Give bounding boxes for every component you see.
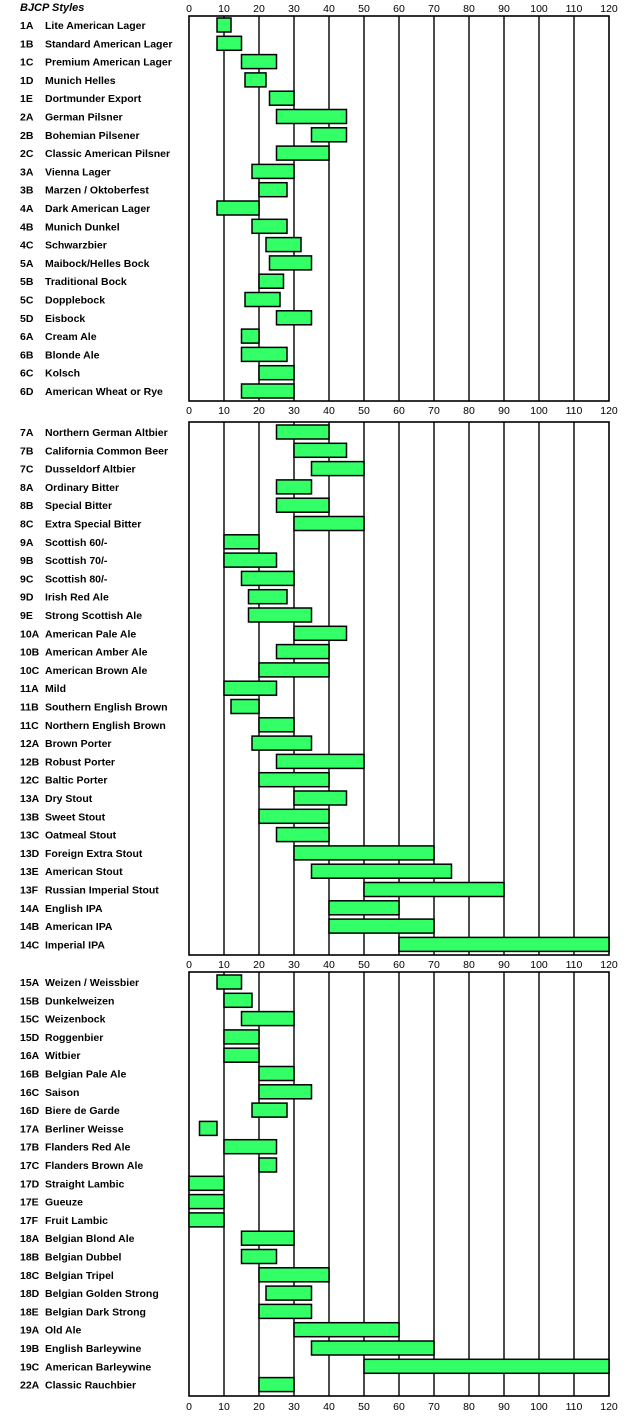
ibu-range-bar (259, 773, 329, 787)
style-name-label: Strong Scottish Ale (45, 610, 143, 622)
style-name-label: Lite American Lager (45, 20, 146, 32)
style-code-label: 15D (20, 1031, 40, 1044)
style-code-label: 3A (20, 166, 34, 179)
style-code-label: 1C (20, 56, 34, 69)
ibu-range-bar (224, 1030, 259, 1044)
style-code-label: 4B (20, 221, 34, 234)
style-name-label: Maibock/Helles Bock (45, 257, 150, 270)
style-name-label: Southern English Brown (45, 701, 168, 714)
ibu-range-bar (217, 36, 242, 50)
style-code-label: 10B (20, 646, 40, 659)
x-tick-label: 40 (323, 3, 335, 15)
style-name-label: Belgian Dubbel (45, 1251, 122, 1264)
style-name-label: Witbier (45, 1050, 81, 1063)
style-name-label: Special Bitter (45, 500, 113, 513)
style-code-label: 9E (20, 610, 33, 622)
ibu-range-bar (277, 146, 330, 160)
style-code-label: 17E (20, 1196, 39, 1209)
style-code-label: 12B (20, 756, 40, 769)
style-code-label: 18B (20, 1251, 40, 1264)
ibu-range-bar (277, 110, 347, 124)
style-name-label: Classic American Pilsner (45, 148, 171, 161)
ibu-range-bar (312, 1341, 435, 1355)
x-tick-label: 70 (428, 1401, 440, 1413)
x-tick-label: 30 (288, 959, 300, 971)
style-code-label: 16A (20, 1050, 40, 1063)
style-name-label: Foreign Extra Stout (45, 847, 143, 860)
style-code-label: 6D (20, 386, 34, 398)
ibu-range-bar (252, 219, 287, 233)
style-name-label: American Amber Ale (45, 646, 148, 659)
x-tick-label: 110 (565, 959, 583, 971)
style-code-label: 17D (20, 1178, 40, 1191)
style-name-label: Classic Rauchbier (45, 1379, 137, 1392)
x-tick-label: 40 (323, 959, 335, 971)
style-code-label: 4A (20, 203, 34, 215)
style-code-label: 19A (20, 1324, 40, 1337)
style-name-label: Munich Helles (45, 74, 116, 87)
style-code-label: 15A (20, 977, 40, 989)
style-name-label: Irish Red Ale (45, 591, 109, 604)
x-tick-label: 80 (463, 1401, 475, 1413)
ibu-range-bar (294, 443, 347, 457)
style-code-label: 8B (20, 500, 34, 513)
style-code-label: 6A (20, 331, 34, 344)
style-name-label: Robust Porter (45, 756, 116, 769)
ibu-range-bar (224, 1048, 259, 1062)
style-code-label: 18D (20, 1288, 40, 1301)
ibu-range-bar (277, 425, 330, 439)
ibu-range-bar (200, 1121, 218, 1135)
ibu-range-bar (224, 535, 259, 549)
x-tick-label: 120 (600, 405, 618, 417)
style-code-label: 5A (20, 257, 34, 270)
x-tick-label: 100 (530, 3, 548, 15)
ibu-range-bar (266, 238, 301, 252)
ibu-range-bar (242, 384, 295, 398)
x-tick-label: 80 (463, 959, 475, 971)
style-code-label: 5D (20, 312, 34, 325)
x-tick-label: 40 (323, 1401, 335, 1413)
style-name-label: English Barleywine (45, 1343, 142, 1355)
ibu-range-bar (312, 128, 347, 142)
ibu-range-bar (277, 754, 365, 768)
ibu-range-bar (364, 883, 504, 897)
ibu-range-bar (259, 1085, 312, 1099)
style-code-label: 1A (20, 20, 34, 32)
x-tick-label: 110 (565, 1401, 583, 1413)
ibu-range-bar (189, 1213, 224, 1227)
style-code-label: 8A (20, 481, 34, 494)
ibu-range-bar (189, 1195, 224, 1209)
ibu-range-bar (259, 274, 284, 288)
style-code-label: 10C (20, 664, 40, 677)
style-name-label: Brown Porter (45, 738, 112, 751)
ibu-range-bar (277, 828, 330, 842)
ibu-range-bar (259, 1304, 312, 1318)
style-name-label: Marzen / Oktoberfest (45, 184, 149, 197)
style-code-label: 13F (20, 884, 39, 897)
style-name-label: Straight Lambic (45, 1178, 125, 1191)
style-name-label: Mild (45, 683, 66, 696)
style-name-label: Biere de Garde (45, 1105, 120, 1118)
style-name-label: Old Ale (45, 1324, 82, 1337)
ibu-range-bar (242, 1012, 295, 1026)
ibu-range-bar (277, 480, 312, 494)
ibu-range-bar (312, 864, 452, 878)
style-name-label: Roggenbier (45, 1031, 104, 1044)
x-tick-label: 50 (358, 405, 370, 417)
ibu-range-bar (259, 1378, 294, 1392)
ibu-range-bar (294, 791, 347, 805)
style-code-label: 12C (20, 774, 40, 787)
style-code-label: 1D (20, 74, 34, 87)
style-name-label: Belgian Blond Ale (45, 1233, 135, 1246)
style-code-label: 5B (20, 276, 34, 289)
style-code-label: 13E (20, 866, 39, 879)
style-name-label: Blonde Ale (45, 349, 100, 362)
style-code-label: 7C (20, 463, 34, 476)
ibu-range-bar (249, 590, 288, 604)
ibu-range-bar (294, 846, 434, 860)
style-name-label: American Barleywine (45, 1361, 152, 1374)
x-tick-label: 20 (253, 3, 265, 15)
ibu-range-bar (252, 164, 294, 178)
x-tick-label: 60 (393, 1401, 405, 1413)
ibu-range-bar (259, 718, 294, 732)
style-name-label: Dopplebock (45, 294, 106, 307)
x-tick-label: 20 (253, 959, 265, 971)
x-tick-label: 110 (565, 3, 583, 15)
ibu-range-bar (329, 901, 399, 915)
style-name-label: Dunkelweizen (45, 995, 115, 1008)
style-name-label: German Pilsner (45, 111, 123, 124)
style-name-label: American Pale Ale (45, 628, 137, 641)
style-name-label: California Common Beer (45, 445, 169, 458)
style-name-label: Belgian Tripel (45, 1269, 114, 1282)
x-tick-label: 50 (358, 959, 370, 971)
x-tick-label: 0 (186, 405, 192, 417)
ibu-range-bar (294, 626, 347, 640)
x-tick-label: 10 (218, 959, 230, 971)
ibu-range-bar (252, 1103, 287, 1117)
ibu-range-bar (224, 993, 252, 1007)
style-name-label: Northern German Altbier (45, 427, 168, 439)
x-tick-label: 90 (498, 1401, 510, 1413)
style-code-label: 15B (20, 995, 40, 1008)
style-name-label: Belgian Golden Strong (45, 1288, 159, 1301)
style-name-label: Eisbock (45, 312, 86, 325)
ibu-range-bar (277, 645, 330, 659)
style-code-label: 9B (20, 555, 34, 568)
style-name-label: Premium American Lager (45, 56, 172, 69)
style-code-label: 10A (20, 628, 40, 641)
ibu-range-bar (249, 608, 312, 622)
style-name-label: Extra Special Bitter (45, 518, 142, 531)
style-name-label: Oatmeal Stout (45, 829, 117, 842)
style-name-label: American Wheat or Rye (45, 386, 163, 398)
style-code-label: 7A (20, 427, 34, 439)
style-code-label: 11A (20, 683, 39, 696)
style-name-label: Weizenbock (45, 1013, 106, 1026)
ibu-range-bar (231, 700, 259, 714)
style-name-label: Vienna Lager (45, 166, 111, 179)
style-code-label: 17F (20, 1214, 39, 1227)
x-tick-label: 0 (186, 959, 192, 971)
ibu-range-bar (259, 366, 294, 380)
x-tick-label: 100 (530, 405, 548, 417)
style-name-label: Bohemian Pilsener (45, 129, 140, 142)
style-code-label: 16C (20, 1086, 40, 1099)
x-tick-label: 60 (393, 3, 405, 15)
style-name-label: Munich Dunkel (45, 221, 120, 234)
style-code-label: 3B (20, 184, 34, 197)
style-code-label: 14A (20, 902, 40, 915)
ibu-range-bar (224, 681, 277, 695)
style-code-label: 6B (20, 349, 34, 362)
x-tick-label: 70 (428, 405, 440, 417)
ibu-range-bar (294, 517, 364, 531)
style-code-label: 2A (20, 111, 34, 124)
ibu-range-bar (259, 809, 329, 823)
x-tick-label: 50 (358, 3, 370, 15)
x-tick-label: 90 (498, 3, 510, 15)
style-name-label: Dry Stout (45, 793, 93, 805)
style-code-label: 18E (20, 1306, 39, 1319)
ibu-range-bar (217, 975, 242, 989)
style-name-label: Weizen / Weissbier (45, 977, 140, 989)
x-tick-label: 60 (393, 405, 405, 417)
style-code-label: 8C (20, 518, 34, 531)
style-name-label: Belgian Dark Strong (45, 1306, 146, 1319)
x-tick-label: 90 (498, 405, 510, 417)
style-code-label: 19B (20, 1343, 40, 1355)
ibu-range-bar (270, 91, 295, 105)
x-tick-label: 20 (253, 405, 265, 417)
style-code-label: 6C (20, 367, 34, 380)
x-tick-label: 10 (218, 405, 230, 417)
style-code-label: 9A (20, 536, 34, 549)
style-name-label: English IPA (45, 902, 103, 915)
ibu-range-bar (217, 201, 259, 215)
ibu-range-bar (364, 1359, 609, 1373)
style-name-label: Northern English Brown (45, 719, 166, 732)
style-name-label: Belgian Pale Ale (45, 1068, 127, 1081)
ibu-range-bar (242, 347, 288, 361)
x-tick-label: 20 (253, 1401, 265, 1413)
ibu-range-bar (259, 1067, 294, 1081)
style-name-label: American Stout (45, 866, 123, 879)
ibu-range-bar (242, 55, 277, 69)
style-name-label: Dortmunder Export (45, 93, 142, 106)
style-code-label: 17B (20, 1141, 40, 1154)
style-name-label: Gueuze (45, 1196, 83, 1209)
ibu-range-bar (259, 663, 329, 677)
style-code-label: 4C (20, 239, 34, 252)
x-tick-label: 10 (218, 3, 230, 15)
style-code-label: 11B (20, 701, 39, 714)
style-code-label: 17C (20, 1160, 40, 1172)
style-name-label: Russian Imperial Stout (45, 884, 159, 897)
style-code-label: 12A (20, 738, 40, 751)
ibu-range-bar (252, 736, 312, 750)
style-code-label: 1B (20, 38, 34, 51)
style-code-label: 2B (20, 129, 34, 142)
style-name-label: Sweet Stout (45, 811, 106, 824)
style-name-label: Dusseldorf Altbier (45, 463, 136, 476)
style-name-label: Schwarzbier (45, 239, 107, 252)
ibu-range-bar (277, 498, 330, 512)
x-tick-label: 50 (358, 1401, 370, 1413)
style-code-label: 17A (20, 1123, 40, 1136)
style-code-label: 13A (20, 793, 40, 805)
style-code-label: 7B (20, 445, 34, 458)
style-name-label: Fruit Lambic (45, 1214, 109, 1227)
ibu-range-bar (217, 18, 231, 32)
x-tick-label: 100 (530, 1401, 548, 1413)
x-tick-label: 40 (323, 405, 335, 417)
x-tick-label: 0 (186, 1401, 192, 1413)
style-name-label: Cream Ale (45, 331, 97, 344)
style-name-label: Scottish 70/- (45, 555, 108, 568)
style-code-label: 11C (20, 719, 39, 732)
style-code-label: 2C (20, 148, 34, 161)
style-code-label: 9D (20, 591, 34, 604)
x-tick-label: 120 (600, 3, 618, 15)
style-name-label: American IPA (45, 921, 113, 934)
ibu-range-bar (312, 462, 365, 476)
ibu-range-bar (242, 571, 295, 585)
ibu-range-bar (277, 311, 312, 325)
x-tick-label: 90 (498, 959, 510, 971)
x-tick-label: 30 (288, 3, 300, 15)
ibu-range-bar (245, 73, 266, 87)
ibu-range-bar (242, 1250, 277, 1264)
x-tick-label: 110 (565, 405, 583, 417)
x-tick-label: 30 (288, 1401, 300, 1413)
style-code-label: 16D (20, 1105, 40, 1118)
x-tick-label: 80 (463, 3, 475, 15)
style-name-label: Scottish 80/- (45, 573, 108, 586)
style-name-label: Ordinary Bitter (45, 481, 120, 494)
style-name-label: Scottish 60/- (45, 536, 108, 549)
ibu-range-bar (270, 256, 312, 270)
style-name-label: Kolsch (45, 367, 81, 380)
style-name-label: Traditional Bock (45, 276, 127, 289)
style-code-label: 13C (20, 829, 40, 842)
style-code-label: 13B (20, 811, 40, 824)
ibu-range-bar (266, 1286, 312, 1300)
style-code-label: 18C (20, 1269, 40, 1282)
x-tick-label: 0 (186, 3, 192, 15)
x-tick-label: 70 (428, 3, 440, 15)
ibu-range-bar (259, 183, 287, 197)
style-code-label: 18A (20, 1233, 40, 1246)
ibu-range-bar (189, 1176, 224, 1190)
style-name-label: Saison (45, 1086, 80, 1099)
ibu-range-bar (259, 1268, 329, 1282)
style-code-label: 22A (20, 1379, 40, 1392)
ibu-range-bar (242, 1231, 295, 1245)
style-code-label: 16B (20, 1068, 40, 1081)
ibu-range-bar (329, 919, 434, 933)
style-name-label: Flanders Red Ale (45, 1141, 131, 1154)
ibu-range-bar (224, 553, 277, 567)
ibu-range-bar (294, 1323, 399, 1337)
style-code-label: 14B (20, 921, 40, 934)
style-name-label: Flanders Brown Ale (45, 1160, 144, 1172)
ibu-range-bar (242, 329, 260, 343)
ibu-range-bar (245, 293, 280, 307)
ibu-range-bar (224, 1140, 277, 1154)
style-code-label: 1E (20, 93, 33, 106)
style-name-label: Standard American Lager (45, 38, 173, 51)
x-tick-label: 120 (600, 1401, 618, 1413)
style-code-label: 15C (20, 1013, 40, 1026)
ibu-range-bar (259, 1158, 277, 1172)
chart-title: BJCP Styles (20, 2, 85, 14)
x-tick-label: 60 (393, 959, 405, 971)
x-tick-label: 70 (428, 959, 440, 971)
x-tick-label: 30 (288, 405, 300, 417)
style-code-label: 19C (20, 1361, 40, 1374)
style-code-label: 13D (20, 847, 40, 860)
style-name-label: Berliner Weisse (45, 1123, 124, 1136)
x-tick-label: 80 (463, 405, 475, 417)
style-name-label: American Brown Ale (45, 664, 148, 677)
x-tick-label: 100 (530, 959, 548, 971)
ibu-range-bar (399, 937, 609, 951)
style-code-label: 14C (20, 939, 40, 952)
style-name-label: Dark American Lager (45, 203, 151, 215)
style-code-label: 9C (20, 573, 34, 586)
style-code-label: 5C (20, 294, 34, 307)
style-name-label: Imperial IPA (45, 939, 105, 952)
x-tick-label: 120 (600, 959, 618, 971)
style-name-label: Baltic Porter (45, 774, 108, 787)
x-tick-label: 10 (218, 1401, 230, 1413)
